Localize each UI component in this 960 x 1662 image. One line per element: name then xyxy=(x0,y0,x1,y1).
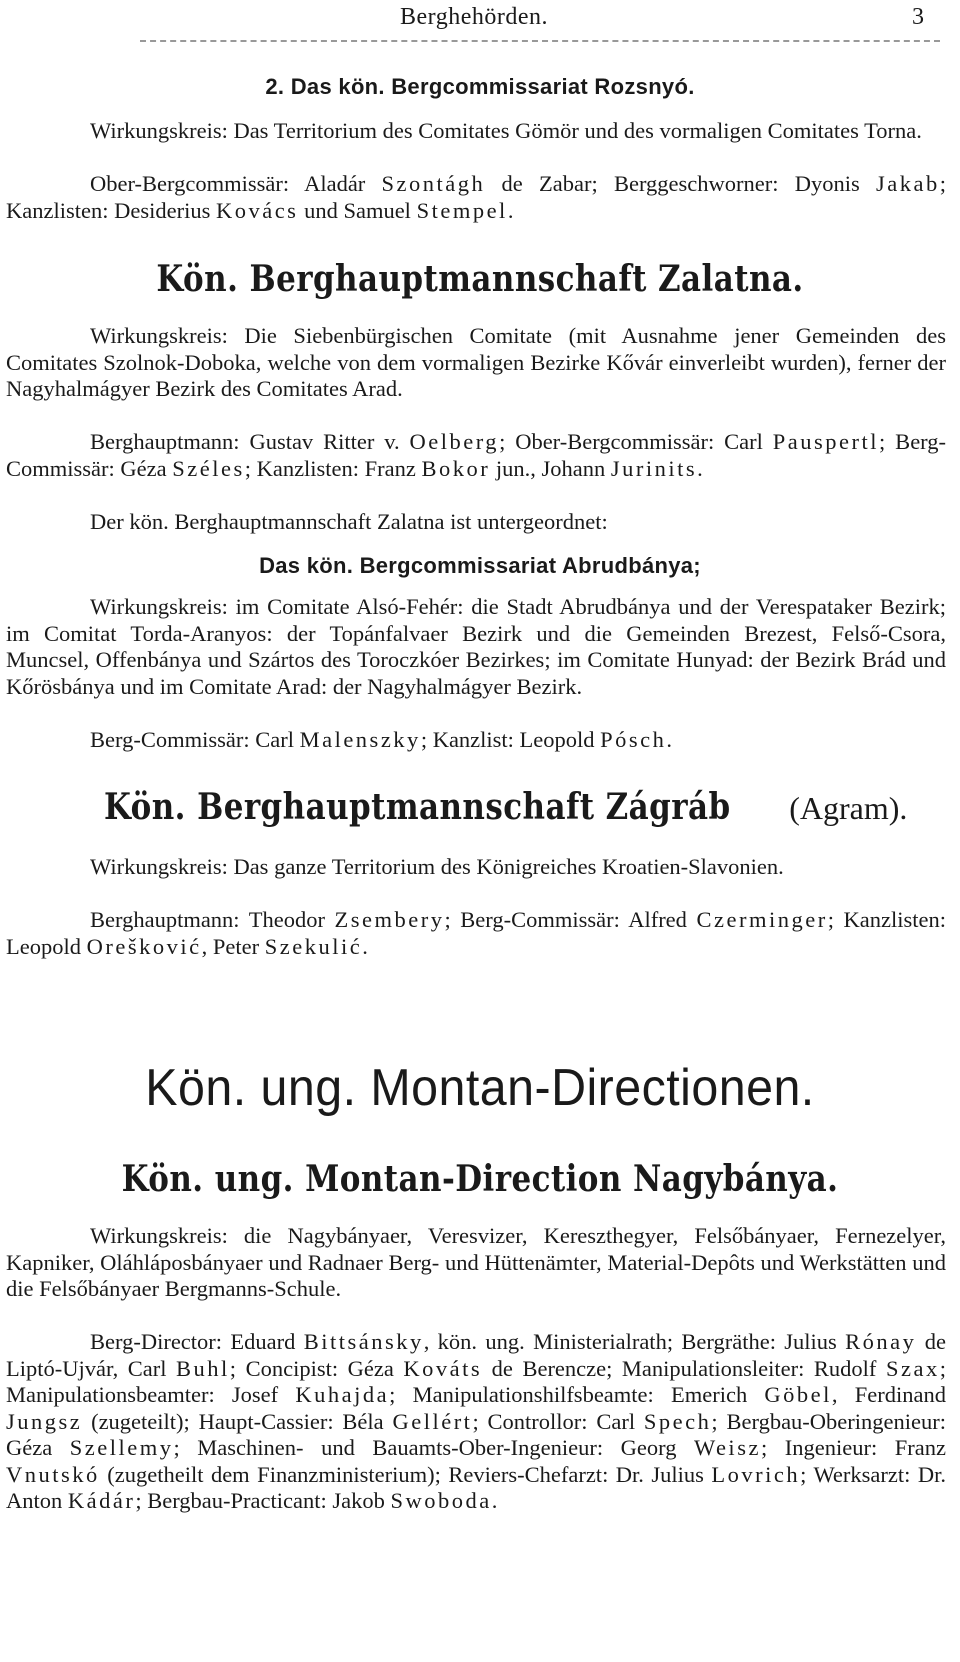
person-name: Stempel xyxy=(416,197,508,223)
text: , Peter xyxy=(201,933,265,959)
person-name: Kováts xyxy=(403,1355,483,1381)
person-name: Szekulić xyxy=(264,933,363,959)
text: Berghauptmann: Theodor xyxy=(90,907,335,932)
text: Berghauptmann: Gustav Ritter v. xyxy=(90,429,410,454)
paragraph-zalatna-staff xyxy=(6,429,946,482)
person-name: Szontágh xyxy=(381,171,486,196)
paragraph-abrudbanya-staff xyxy=(6,727,946,754)
text: de Berencze; Manipulationsleiter: Rudolf xyxy=(482,1355,886,1381)
person-name: Gellért xyxy=(392,1408,473,1434)
text: Berg-Commissär: Carl xyxy=(90,727,300,752)
text: ; Werksarzt: Dr. Anton xyxy=(6,1461,946,1513)
text: de Zabar; Berggeschworner: Dyonis xyxy=(485,171,876,196)
text: ; Kanzlist: Leopold xyxy=(420,727,601,752)
text: . xyxy=(697,455,703,481)
person-name: Jurinits xyxy=(610,455,698,481)
text: ; Kanzlisten: Leopold xyxy=(6,907,947,959)
paragraph-zalatna-subordinate: Der kön. Berghauptmannschaft Zalatna ist untergeordnet: xyxy=(90,509,608,534)
text: Ober-Bergcommissär: Aladár xyxy=(90,171,382,196)
person-name: Göbel xyxy=(764,1382,832,1407)
person-name: Oelberg xyxy=(409,429,500,454)
paragraph-zagrab-staff xyxy=(6,907,946,960)
person-name: Bittsánsky xyxy=(303,1329,424,1354)
paragraph-zalatna-scope: Wirkungskreis: Die Siebenbürgischen Comitate (mit Ausnahme jener Gemeinden des Comitates Szolnok-Doboka, welche von dem vormaligen Bezirke Kővár einverleibt wurden), ferner der Nagyhalmágyer Bezirk des Comitates Arad. xyxy=(6,323,946,401)
paragraph-rozsnyo-scope: Wirkungskreis: Das Territorium des Comitates Gömör und des vormaligen Comitates Torna. xyxy=(90,118,922,143)
person-name: Kovács xyxy=(215,197,299,223)
chapter-heading-montan-directionen: Kön. ung. Montan-Directionen. xyxy=(145,1059,815,1117)
text: ; Bergbau-Oberingenieur: Géza xyxy=(6,1408,946,1460)
text: und Samuel xyxy=(298,197,417,223)
sub-heading-abrudbanya: Das kön. Bergcommissariat Abrudbánya; xyxy=(259,553,701,578)
person-name: Pósch xyxy=(600,727,667,752)
person-name: Buhl xyxy=(176,1355,230,1381)
text: . xyxy=(507,197,514,223)
person-name: Kuhajda xyxy=(295,1382,390,1407)
section-heading-rozsnyo: 2. Das kön. Bergcommissariat Rozsnyó. xyxy=(265,74,695,99)
person-name: Zsembery xyxy=(334,907,445,932)
text: ; Kanzlisten: Franz xyxy=(244,455,422,481)
text: ; Maschinen- und Bauamts-Ober-Ingenieur: Georg xyxy=(173,1435,695,1460)
text: (zugetheilt dem Finanzministerium); Reviers-Chefarzt: Dr. Julius xyxy=(99,1461,712,1487)
person-name: Rónay xyxy=(845,1329,917,1354)
person-name: Vnutskó xyxy=(6,1461,100,1487)
heading-main-part: Kön. Berghauptmannschaft Zágráb xyxy=(103,786,731,828)
text: ; Manipulationshilfsbeamte: Emerich xyxy=(389,1382,765,1407)
paragraph-nagybanya-scope: Wirkungskreis: die Nagybányaer, Veresvizer, Kereszthegyer, Felsőbányaer, Fernezelyer, Kapniker, Oláhláposbányaer und Radnaer Berg- und Hüttenämter, Material-Depôts und Werkstätten und die Felsőbányaer Bergmanns-Schule. xyxy=(6,1223,946,1301)
text: , Ferdinand xyxy=(831,1382,946,1407)
person-name: Jakab xyxy=(876,171,940,196)
person-name: Bokor xyxy=(421,455,491,481)
person-name: Orešković xyxy=(86,933,202,959)
running-head xyxy=(0,4,960,34)
text: ; Ober-Bergcommissär: Carl xyxy=(499,429,773,454)
text: ; Kanzlisten: Desiderius xyxy=(6,171,946,223)
person-name: Szellemy xyxy=(69,1435,174,1460)
text: , kön. ung. Ministerialrath; Bergräthe: Julius xyxy=(423,1329,846,1354)
person-name: Swoboda xyxy=(390,1488,492,1513)
text: ; Bergbau-Practicant: Jakob xyxy=(135,1488,391,1513)
person-name: Pauspertl xyxy=(772,429,880,454)
person-name: Széles xyxy=(172,455,245,481)
person-name: Lovrich xyxy=(711,1461,801,1487)
section-heading-zalatna: Kön. Berghauptmannschaft Zalatna. xyxy=(156,258,804,300)
text: ; Concipist: Géza xyxy=(229,1355,404,1381)
person-name: Kádár xyxy=(67,1488,136,1513)
section-heading-nagybanya: Kön. ung. Montan-Direction Nagybánya. xyxy=(121,1158,839,1200)
person-name: Malenszky xyxy=(299,727,421,752)
header-rule xyxy=(140,40,940,42)
text: . xyxy=(491,1488,498,1513)
paragraph-abrudbanya-scope: Wirkungskreis: im Comitate Alsó-Fehér: die Stadt Abrudbánya und der Verespataker Bezirk; im Comitat Torda-Aranyos: der Topánfalvaer Bezirk und die Gemeinden Brezest, Felső-Csora, Muncsel, Offenbánya und Szártos des Toroczkóer Bezirkes; im Comitate Hunyad: der Bezirk Brád und Kőrösbánya und im Comitate Arad: der Nagyhalmágyer Bezirk. xyxy=(6,594,946,699)
text: (zugeteilt); Haupt-Cassier: Béla xyxy=(82,1408,393,1434)
paragraph-rozsnyo-staff xyxy=(6,171,946,224)
text: . xyxy=(666,727,673,752)
paragraph-nagybanya-staff xyxy=(6,1329,946,1515)
person-name: Szax xyxy=(885,1355,940,1381)
text: de Liptó-Ujvár, Carl xyxy=(6,1329,946,1381)
text: Berg-Director: Eduard xyxy=(90,1329,304,1354)
person-name: Weisz xyxy=(694,1435,761,1460)
person-name: Jungsz xyxy=(6,1408,83,1434)
text: . xyxy=(362,933,368,959)
heading-alt-name: (Agram). xyxy=(781,790,908,826)
running-head-title: Berghehörden. xyxy=(400,4,549,30)
text: ; Berg-Commissär: Géza xyxy=(6,429,947,481)
person-name: Czerminger xyxy=(696,907,828,932)
section-heading-zagrab xyxy=(0,786,960,828)
text: ; Ingenieur: Franz xyxy=(760,1435,946,1460)
text: jun., Johann xyxy=(490,455,611,481)
text: ; Manipulationsbeamter: Josef xyxy=(6,1355,946,1407)
text: ; Controllor: Carl xyxy=(472,1408,644,1434)
person-name: Spech xyxy=(643,1408,712,1434)
text: ; Berg-Commissär: Alfred xyxy=(444,907,697,932)
page-number: 3 xyxy=(912,4,924,30)
paragraph-zagrab-scope: Wirkungskreis: Das ganze Territorium des Königreiches Kroatien-Slavonien. xyxy=(90,854,784,879)
